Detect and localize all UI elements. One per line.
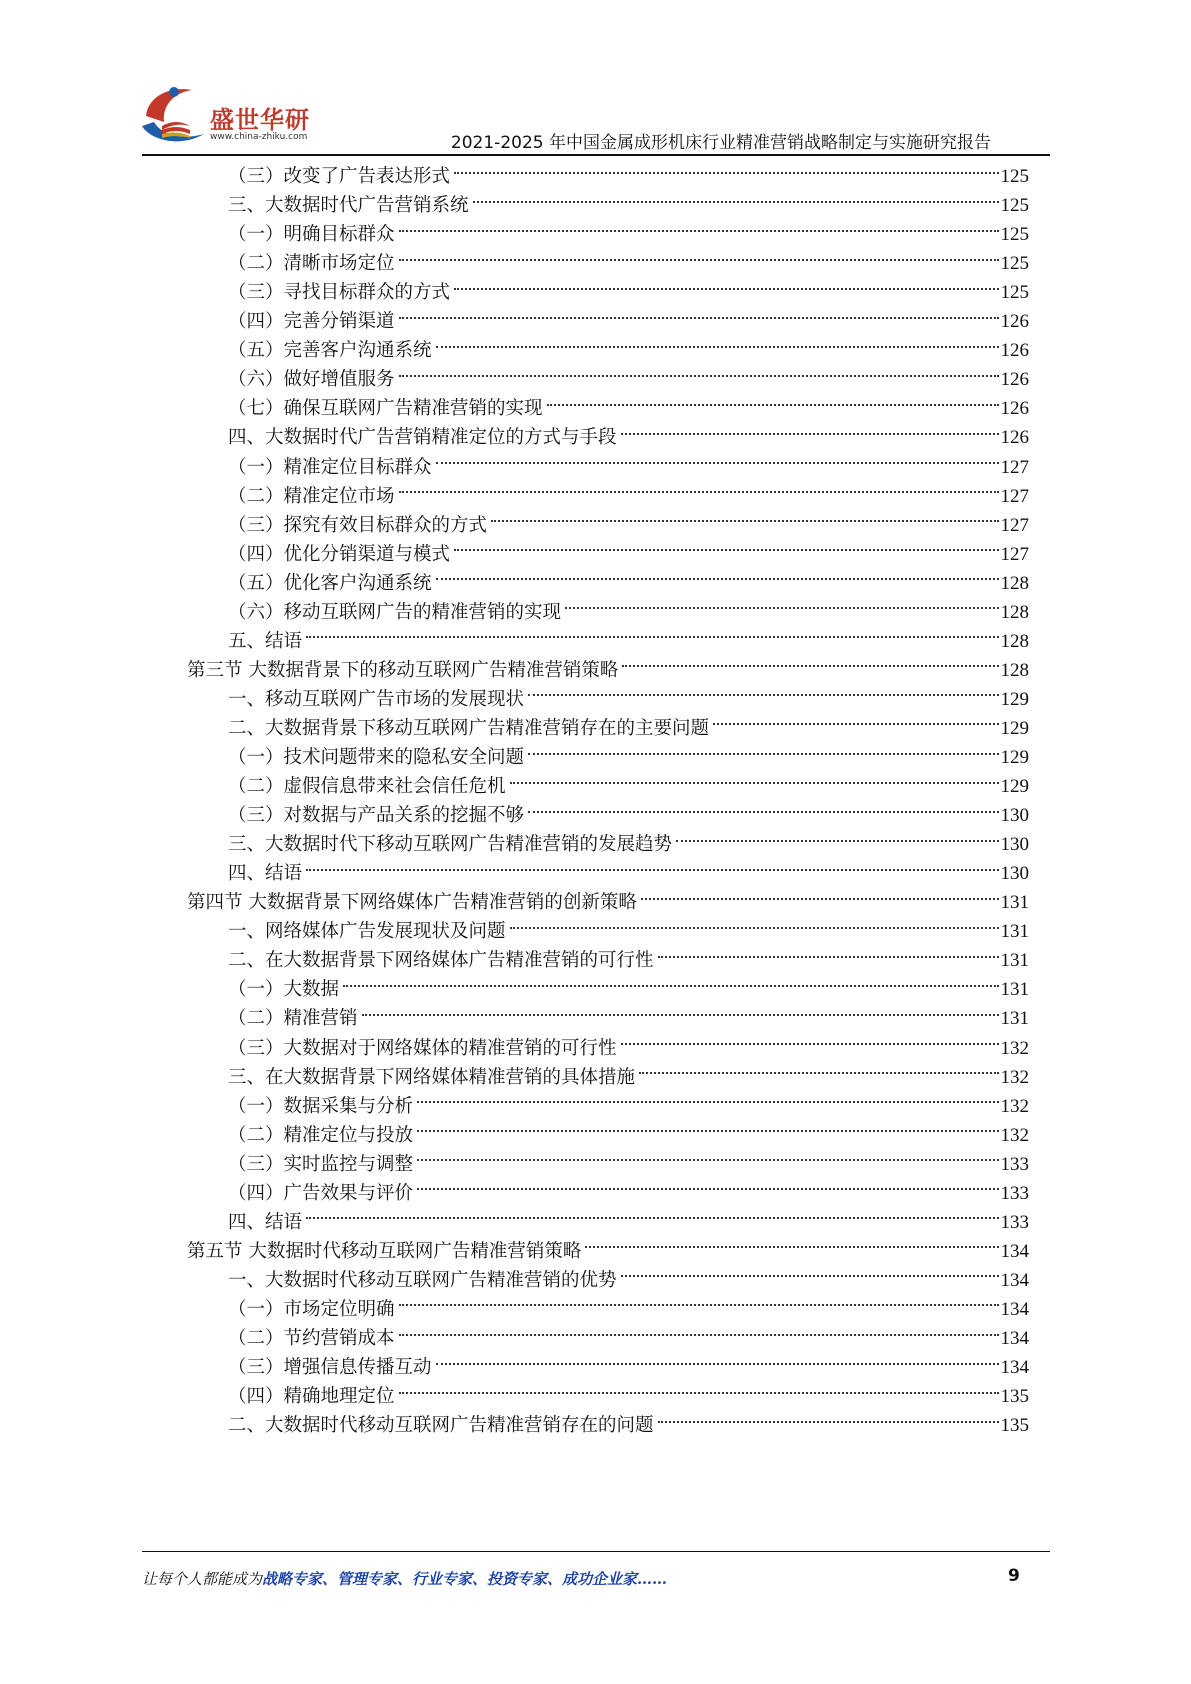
toc-entry-page: 133	[1000, 1211, 1029, 1233]
toc-entry-label: （一）数据采集与分析	[228, 1095, 414, 1117]
toc-leader-dots	[436, 462, 999, 464]
toc-entry-page: 135	[1000, 1386, 1029, 1408]
toc-entry-label: （三）寻找目标群众的方式	[228, 282, 451, 304]
toc-entry[interactable]	[228, 916, 1029, 947]
toc-entry-label: 一、移动互联网广告市场的发展现状	[228, 688, 525, 710]
toc-entry-page: 128	[1000, 601, 1029, 623]
toc-entry-label: （五）完善客户沟通系统	[228, 340, 432, 362]
toc-entry-page: 129	[1000, 747, 1029, 768]
toc-leader-dots	[621, 1275, 999, 1277]
logo-url: www.china-zhiku.com	[210, 132, 308, 142]
toc-entry[interactable]	[228, 161, 1029, 192]
toc-entry-page: 126	[1000, 398, 1029, 420]
toc-leader-dots	[436, 1363, 999, 1365]
toc-entry-label: 二、在大数据背景下网络媒体广告精准营销的可行性	[228, 950, 654, 972]
toc-entry-page: 134	[1000, 1269, 1029, 1291]
toc-leader-dots	[658, 1421, 999, 1423]
toc-leader-dots	[510, 927, 999, 929]
toc-entry[interactable]	[228, 974, 1029, 1005]
toc-entry-label: （四）广告效果与评价	[228, 1182, 414, 1204]
toc-entry-page: 125	[1000, 224, 1029, 246]
toc-leader-dots	[510, 782, 999, 784]
toc-leader-dots	[658, 956, 999, 958]
toc-entry-page: 134	[1000, 1240, 1029, 1262]
toc-entry[interactable]	[187, 655, 1029, 686]
toc-entry-label: 三、在大数据背景下网络媒体精准营销的具体措施	[228, 1066, 636, 1088]
toc-entry-page: 127	[1000, 456, 1029, 478]
toc-leader-dots	[547, 404, 999, 406]
toc-entry[interactable]	[228, 568, 1029, 599]
toc-entry[interactable]	[228, 1323, 1029, 1354]
toc-leader-dots	[641, 898, 999, 900]
toc-leader-dots	[399, 1304, 999, 1306]
toc-leader-dots	[399, 1392, 999, 1394]
toc-leader-dots	[621, 1043, 999, 1045]
toc-entry-page: 131	[1000, 1008, 1029, 1030]
toc-entry-page: 126	[1000, 369, 1029, 391]
toc-entry[interactable]	[228, 335, 1029, 366]
toc-entry[interactable]	[187, 887, 1029, 918]
toc-entry-label: （二）精准定位市场	[228, 485, 395, 507]
toc-entry-page: 134	[1000, 1328, 1029, 1349]
toc-leader-dots	[306, 869, 998, 871]
toc-entry-page: 126	[1000, 311, 1029, 333]
toc-entry[interactable]	[228, 1178, 1029, 1209]
toc-entry-page: 128	[1000, 659, 1029, 681]
toc-entry-label: 第五节 大数据时代移动互联网广告精准营销策略	[187, 1240, 582, 1262]
toc-entry[interactable]	[228, 248, 1029, 279]
toc-entry-page: 131	[1000, 950, 1029, 972]
footer-divider	[142, 1551, 1050, 1552]
toc-leader-dots	[528, 694, 998, 696]
toc-entry[interactable]	[228, 1062, 1029, 1093]
toc-leader-dots	[436, 346, 999, 348]
toc-entry-page: 128	[1000, 572, 1029, 594]
toc-entry-label: （二）清晰市场定位	[228, 253, 395, 275]
toc-leader-dots	[621, 433, 999, 435]
logo-text: 盛世华研	[210, 106, 310, 134]
toc-entry-page: 125	[1000, 253, 1029, 275]
toc-leader-dots	[399, 317, 999, 319]
toc-entry-label: 四、结语	[228, 1211, 303, 1233]
toc-leader-dots	[454, 172, 998, 174]
toc-leader-dots	[565, 607, 998, 609]
toc-leader-dots	[639, 1072, 998, 1074]
toc-entry-label: （七）确保互联网广告精准营销的实现	[228, 398, 543, 420]
toc-entry[interactable]	[228, 829, 1029, 860]
toc-entry-page: 130	[1000, 805, 1029, 827]
toc-entry[interactable]	[228, 1381, 1029, 1412]
toc-entry[interactable]	[228, 510, 1029, 541]
toc-entry-label: 四、结语	[228, 863, 303, 885]
toc-entry-page: 126	[1000, 340, 1029, 362]
toc-entry-label: 二、大数据背景下移动互联网广告精准营销存在的主要问题	[228, 717, 710, 739]
toc-entry-label: （三）增强信息传播互动	[228, 1357, 432, 1379]
toc-entry[interactable]	[228, 626, 1029, 657]
header-divider	[142, 154, 1050, 156]
toc-entry-page: 132	[1000, 1066, 1029, 1088]
toc-entry-label: （六）做好增值服务	[228, 369, 395, 391]
toc-leader-dots	[491, 520, 998, 522]
toc-entry-page: 125	[1000, 282, 1029, 304]
toc-leader-dots	[306, 636, 998, 638]
toc-leader-dots	[528, 753, 998, 755]
toc-entry-label: 一、大数据时代移动互联网广告精准营销的优势	[228, 1269, 617, 1291]
toc-entry[interactable]	[228, 452, 1029, 483]
toc-entry-page: 132	[1000, 1124, 1029, 1146]
toc-leader-dots	[454, 549, 998, 551]
toc-entry[interactable]	[228, 1410, 1029, 1441]
toc-entry-page: 128	[1000, 630, 1029, 652]
toc-entry-page: 125	[1000, 195, 1029, 217]
toc-leader-dots	[399, 491, 999, 493]
toc-entry-label: （一）大数据	[228, 979, 340, 1001]
toc-leader-dots	[306, 1217, 998, 1219]
toc-entry[interactable]	[228, 190, 1029, 221]
toc-entry-page: 133	[1000, 1182, 1029, 1204]
toc-entry-label: 五、结语	[228, 630, 303, 652]
toc-entry-label: （二）精准营销	[228, 1008, 358, 1030]
toc-entry[interactable]	[228, 364, 1029, 395]
toc-entry[interactable]	[228, 742, 1029, 773]
toc-entry-page: 127	[1000, 514, 1029, 536]
page-header	[0, 0, 1191, 160]
toc-entry[interactable]	[228, 1352, 1029, 1383]
toc-leader-dots	[436, 578, 999, 580]
toc-entry[interactable]	[228, 597, 1029, 628]
toc-entry[interactable]	[228, 1207, 1029, 1238]
toc-leader-dots	[399, 230, 999, 232]
toc-entry[interactable]	[228, 539, 1029, 570]
toc-entry-label: 第四节 大数据背景下网络媒体广告精准营销的创新策略	[187, 892, 637, 914]
toc-entry[interactable]	[228, 945, 1029, 976]
toc-entry[interactable]	[228, 1120, 1029, 1151]
footer-slogan-prefix: 让每个人都能成为	[142, 1570, 263, 1588]
toc-entry[interactable]	[228, 481, 1029, 512]
toc-entry-label: 四、大数据时代广告营销精准定位的方式与手段	[228, 427, 617, 449]
toc-leader-dots	[454, 288, 998, 290]
toc-entry-label: （二）节约营销成本	[228, 1328, 395, 1349]
toc-entry-label: （一）精准定位目标群众	[228, 456, 432, 478]
toc-entry-page: 132	[1000, 1037, 1029, 1059]
toc-leader-dots	[417, 1130, 998, 1132]
toc-entry-page: 130	[1000, 863, 1029, 885]
toc-entry-label: （五）优化客户沟通系统	[228, 572, 432, 594]
toc-entry-label: 第三节 大数据背景下的移动互联网广告精准营销策略	[187, 659, 619, 681]
toc-leader-dots	[622, 665, 998, 667]
toc-entry[interactable]	[228, 771, 1029, 802]
toc-entry[interactable]	[228, 277, 1029, 308]
toc-entry[interactable]	[228, 858, 1029, 889]
toc-entry-label: （四）精确地理定位	[228, 1386, 395, 1408]
toc-entry-page: 131	[1000, 979, 1029, 1001]
toc-entry[interactable]	[228, 1091, 1029, 1122]
toc-entry-label: （二）虚假信息带来社会信任危机	[228, 776, 506, 798]
toc-entry[interactable]	[228, 1003, 1029, 1034]
toc-entry-label: （三）改变了广告表达形式	[228, 166, 451, 187]
toc-entry[interactable]	[228, 1149, 1029, 1180]
toc-entry[interactable]	[228, 306, 1029, 337]
toc-entry-label: 二、大数据时代移动互联网广告精准营销存在的问题	[228, 1415, 654, 1437]
toc-entry[interactable]	[228, 219, 1029, 250]
toc-leader-dots	[417, 1188, 998, 1190]
toc-entry-page: 127	[1000, 485, 1029, 507]
toc-entry-label: （三）对数据与产品关系的挖掘不够	[228, 805, 525, 827]
toc-entry-label: （三）大数据对于网络媒体的精准营销的可行性	[228, 1037, 617, 1059]
toc-entry[interactable]	[228, 393, 1029, 424]
toc-entry-page: 129	[1000, 717, 1029, 739]
toc-entry-page: 126	[1000, 427, 1029, 449]
toc-entry-label: （四）完善分销渠道	[228, 311, 395, 333]
toc-entry-page: 131	[1000, 921, 1029, 943]
toc-leader-dots	[585, 1246, 998, 1248]
toc-leader-dots	[399, 259, 999, 261]
toc-entry[interactable]	[228, 1033, 1029, 1064]
toc-entry-page: 131	[1000, 892, 1029, 914]
toc-entry-label: 三、大数据时代广告营销系统	[228, 195, 469, 217]
toc-entry[interactable]	[187, 1236, 1029, 1267]
footer-slogan	[142, 1568, 667, 1589]
toc-entry-page: 134	[1000, 1298, 1029, 1320]
toc-entry[interactable]	[228, 713, 1029, 744]
toc-entry-label: （三）实时监控与调整	[228, 1153, 414, 1175]
toc-entry-label: （一）技术问题带来的隐私安全问题	[228, 747, 525, 768]
toc-entry-label: （二）精准定位与投放	[228, 1124, 414, 1146]
page-number: 9	[1008, 1566, 1020, 1586]
toc-leader-dots	[343, 985, 998, 987]
toc-entry-label: 一、网络媒体广告发展现状及问题	[228, 921, 506, 943]
report-title: 2021-2025 年中国金属成形机床行业精准营销战略制定与实施研究报告	[450, 133, 991, 153]
toc-entry[interactable]	[228, 684, 1029, 715]
toc-entry[interactable]	[228, 1265, 1029, 1296]
toc-entry-page: 129	[1000, 776, 1029, 798]
toc-leader-dots	[417, 1159, 998, 1161]
toc-entry[interactable]	[228, 1294, 1029, 1325]
toc-entry-page: 134	[1000, 1357, 1029, 1379]
toc-leader-dots	[399, 375, 999, 377]
toc-entry-page: 135	[1000, 1415, 1029, 1437]
toc-entry[interactable]	[228, 800, 1029, 831]
toc-entry-label: （一）明确目标群众	[228, 224, 395, 246]
toc-entry-page: 133	[1000, 1153, 1029, 1175]
toc-entry-label: （四）优化分销渠道与模式	[228, 543, 451, 565]
toc-entry-label: （一）市场定位明确	[228, 1298, 395, 1320]
footer-slogan-highlight: 战略专家、管理专家、行业专家、投资专家、成功企业家……	[262, 1570, 668, 1588]
toc-leader-dots	[362, 1014, 999, 1016]
toc-leader-dots	[399, 1334, 999, 1336]
toc-leader-dots	[528, 811, 998, 813]
toc-leader-dots	[713, 723, 998, 725]
toc-entry-page: 125	[1000, 166, 1029, 187]
toc-leader-dots	[473, 201, 999, 203]
toc-entry[interactable]	[228, 422, 1029, 453]
toc-entry-page: 127	[1000, 543, 1029, 565]
toc-entry-label: 三、大数据时代下移动互联网广告精准营销的发展趋势	[228, 834, 673, 856]
toc-entry-page: 132	[1000, 1095, 1029, 1117]
toc-entry-page: 130	[1000, 834, 1029, 856]
toc-leader-dots	[417, 1101, 998, 1103]
toc-entry-page: 129	[1000, 688, 1029, 710]
toc-entry-label: （三）探究有效目标群众的方式	[228, 514, 488, 536]
toc-entry-label: （六）移动互联网广告的精准营销的实现	[228, 601, 562, 623]
toc-leader-dots	[676, 840, 998, 842]
